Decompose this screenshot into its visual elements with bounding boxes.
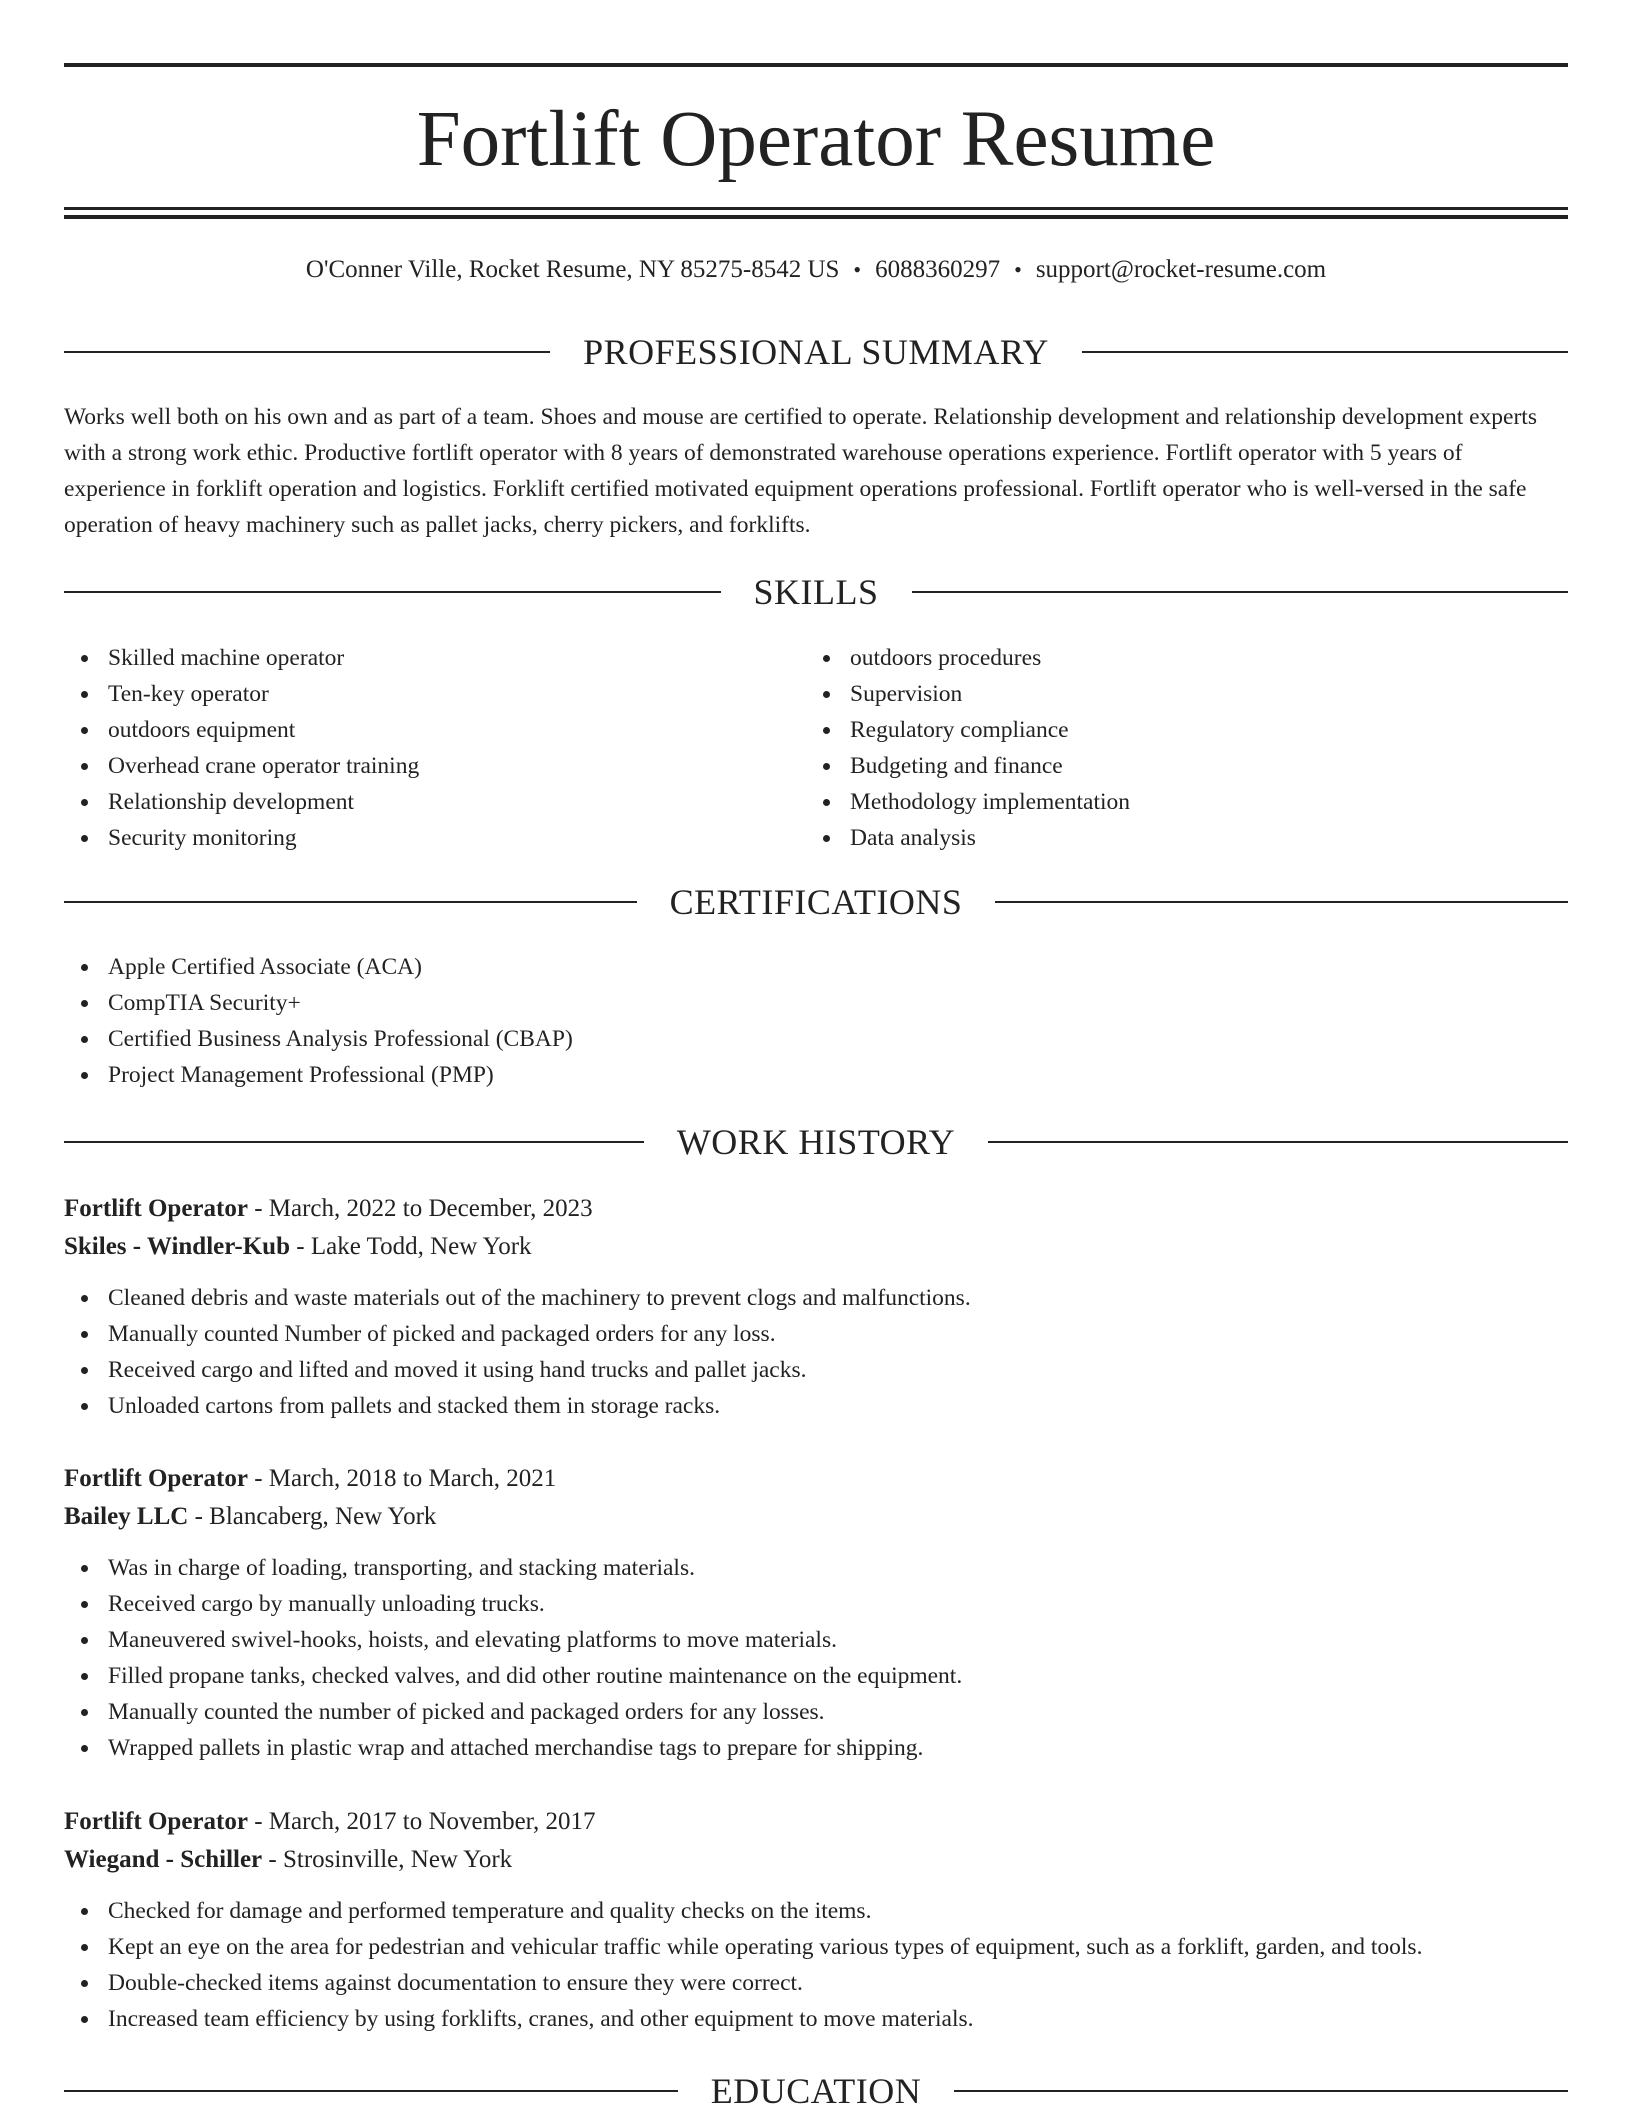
heading-rule-left [64, 351, 550, 353]
contact-line [64, 252, 1568, 288]
section-heading-work-history [64, 1120, 1568, 1164]
job-title: Fortlift Operator [64, 1195, 248, 1222]
job-entry [64, 1190, 1568, 1424]
skill-item: Data analysis [806, 820, 1546, 856]
certification-item: Project Management Professional (PMP) [64, 1057, 1568, 1093]
job-title: Fortlift Operator [64, 1808, 248, 1835]
heading-rule-right [912, 591, 1569, 593]
job-title-line [64, 1803, 1568, 1841]
skill-item: Methodology implementation [806, 784, 1546, 820]
summary-text: Works well both on his own and as part of a team. Shoes and mouse are certified to operate. Relationship development and relationship development experts with a strong work ethic. Productive fortlift operator with 8 years of demonstrated warehouse operations experience. Fortlift operator with 5 years of experience in forklift operation and logistics. Forklift certified motivated equipment operations professional. Fortlift operator who is well-versed in the safe operation of heavy machinery such as pallet jacks, cherry pickers, and forklifts. [64, 404, 1537, 538]
job-location: - Blancaberg, New York [188, 1503, 437, 1530]
job-duties [64, 1893, 1568, 2037]
job-duty-item: Double-checked items against documentation to ensure they were correct. [64, 1965, 1568, 2001]
job-company-line [64, 1841, 1568, 1879]
contact-phone: 6088360297 [875, 256, 1001, 283]
skill-item: Supervision [806, 676, 1546, 712]
job-duty-item: Received cargo and lifted and moved it using hand trucks and pallet jacks. [64, 1352, 1568, 1388]
contact-email: support@rocket-resume.com [1035, 256, 1327, 283]
resume-title: Fortlift Operator Resume [416, 96, 1216, 183]
job-duties [64, 1550, 1568, 1766]
job-duty-item: Was in charge of loading, transporting, and stacking materials. [64, 1550, 1568, 1586]
job-duty-item: Unloaded cartons from pallets and stacked them in storage racks. [64, 1388, 1568, 1424]
job-duty-item: Manually counted the number of picked and packaged orders for any losses. [64, 1694, 1568, 1730]
contact-address: O'Conner Ville, Rocket Resume, NY 85275-8542 US [305, 256, 840, 283]
job-dates: - March, 2017 to November, 2017 [247, 1808, 596, 1835]
job-title-line [64, 1460, 1568, 1498]
job-duty-item: Kept an eye on the area for pedestrian and vehicular traffic while operating various types of equipment, such as a forklift, garden, and tools. [64, 1929, 1568, 1965]
certification-item: Certified Business Analysis Professional (CBAP) [64, 1021, 1568, 1057]
job-duty-item: Filled propane tanks, checked valves, and did other routine maintenance on the equipment. [64, 1658, 1568, 1694]
skills-list-right [806, 640, 1546, 856]
heading-rule-right [954, 2090, 1568, 2092]
skill-item: Budgeting and finance [806, 748, 1546, 784]
job-company: Bailey LLC [64, 1503, 189, 1530]
job-company-line [64, 1228, 1568, 1266]
job-location: - Lake Todd, New York [290, 1233, 532, 1260]
heading-rule-left [64, 2090, 678, 2092]
skill-item: Overhead crane operator training [64, 748, 804, 784]
skill-item: outdoors equipment [64, 712, 804, 748]
skill-item: Regulatory compliance [806, 712, 1546, 748]
skill-item: Ten-key operator [64, 676, 804, 712]
job-duty-item: Received cargo by manually unloading trucks. [64, 1586, 1568, 1622]
certification-item: CompTIA Security+ [64, 985, 1568, 1021]
section-title: CERTIFICATIONS [669, 882, 963, 922]
job-duty-item: Checked for damage and performed temperature and quality checks on the items. [64, 1893, 1568, 1929]
heading-rule-right [1082, 351, 1568, 353]
job-entry [64, 1460, 1568, 1766]
job-company: Skiles - Windler-Kub [64, 1233, 290, 1260]
skill-item: outdoors procedures [806, 640, 1546, 676]
job-duty-item: Cleaned debris and waste materials out of the machinery to prevent clogs and malfunctions. [64, 1280, 1568, 1316]
title-rule-lower [64, 215, 1568, 219]
job-location: - Strosinville, New York [262, 1846, 513, 1873]
certification-item: Apple Certified Associate (ACA) [64, 949, 1568, 985]
section-title: SKILLS [753, 572, 879, 612]
top-rule [64, 63, 1568, 67]
job-company: Wiegand - Schiller [64, 1846, 263, 1873]
section-title: PROFESSIONAL SUMMARY [583, 332, 1049, 372]
job-title-line [64, 1190, 1568, 1228]
job-company-line [64, 1498, 1568, 1536]
contact-separator: • [853, 257, 862, 282]
job-duty-item: Increased team efficiency by using forklifts, cranes, and other equipment to move materials. [64, 2001, 1568, 2037]
job-entry [64, 1803, 1568, 2037]
contact-separator: • [1014, 257, 1022, 282]
section-title: WORK HISTORY [676, 1122, 956, 1162]
skill-item: Skilled machine operator [64, 640, 804, 676]
heading-rule-right [988, 1141, 1568, 1143]
job-duties [64, 1280, 1568, 1424]
certifications-list [64, 949, 1568, 1093]
job-duty-item: Manually counted Number of picked and packaged orders for any loss. [64, 1316, 1568, 1352]
section-heading-skills [64, 570, 1568, 614]
heading-rule-left [64, 901, 637, 903]
section-title: EDUCATION [710, 2071, 922, 2111]
job-title: Fortlift Operator [64, 1465, 248, 1492]
section-heading-summary [64, 330, 1568, 374]
skill-item: Security monitoring [64, 820, 804, 856]
heading-rule-right [995, 901, 1568, 903]
job-duty-item: Wrapped pallets in plastic wrap and attached merchandise tags to prepare for shipping. [64, 1730, 1568, 1766]
title-rule-upper [64, 207, 1568, 210]
heading-rule-left [64, 591, 721, 593]
skill-item: Relationship development [64, 784, 804, 820]
job-dates: - March, 2022 to December, 2023 [247, 1195, 593, 1222]
section-heading-education [64, 2069, 1568, 2113]
job-dates: - March, 2018 to March, 2021 [247, 1465, 557, 1492]
job-duty-item: Maneuvered swivel-hooks, hoists, and elevating platforms to move materials. [64, 1622, 1568, 1658]
section-heading-certifications [64, 880, 1568, 924]
skills-list-left [64, 640, 804, 856]
heading-rule-left [64, 1141, 644, 1143]
